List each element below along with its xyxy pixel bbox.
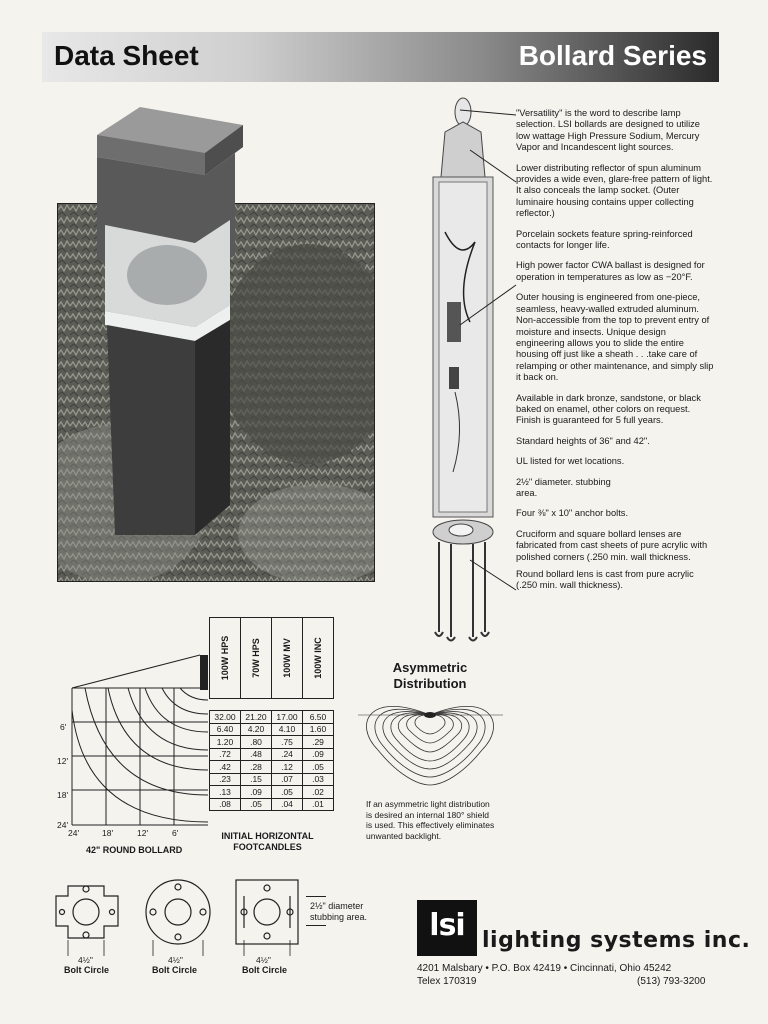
- stub-note: 2½" diameter stubbing area.: [310, 901, 368, 922]
- table-row: 6.40 4.20 4.10 1.60: [210, 723, 334, 736]
- y-axis-label: 24': [57, 820, 69, 830]
- feature-text: High power factor CWA ballast is designed for operation in temperatures as low as −20°F.: [516, 260, 705, 282]
- feature-text: Cruciform and square bollard lenses are fabricated from cast sheets of pure acrylic with polished corners (.250 min. wall thickness.: [516, 528, 708, 562]
- column-header: 100W MV: [282, 638, 292, 678]
- y-axis-label: 12': [57, 756, 69, 766]
- feature-text: UL listed for wet locations.: [516, 456, 625, 467]
- feature-text: Available in dark bronze, sandstone, or black baked on enamel, other colors on request. Finish is guaranteed for 5 full years.: [516, 392, 701, 426]
- feature-text: 2½" diameter. stubbing area.: [516, 476, 611, 498]
- asymmetric-diagram: [358, 695, 503, 790]
- company-telex: Telex 170319: [417, 976, 477, 987]
- base-plates: [50, 876, 310, 956]
- table-row: .13 .09 .05 .02: [210, 786, 334, 799]
- bolt-circle-dim: 4½": [78, 955, 93, 965]
- table-row: .72 .48 .24 .09: [210, 748, 334, 761]
- asymmetric-note: If an asymmetric light distribution is desired an internal 180° shield is used. This effectively eliminates unwanted backlight.: [366, 799, 495, 841]
- feature-text: Outer housing is engineered from one-piece, seamless, heavy-walled extruded aluminum. Non-accessible from the top to prevent entry of moisture and insects. Unique design engineering allows you to slide the entire housing off just like a sheath . . .take care of relamping or other maintenance, and simply slip it back on.: [516, 292, 714, 383]
- x-axis-label: 12': [137, 828, 149, 838]
- column-header: 100W INC: [313, 637, 323, 679]
- table-row: .23 .15 .07 .03: [210, 773, 334, 786]
- table-caption: INITIAL HORIZONTAL FOOTCANDLES: [221, 831, 314, 852]
- column-header: 70W HPS: [251, 638, 261, 678]
- chart-caption: 42" ROUND BOLLARD: [86, 845, 183, 855]
- series-title: Bollard Series: [518, 40, 707, 71]
- company-phone: (513) 793-3200: [637, 976, 706, 987]
- x-axis-label: 18': [102, 828, 114, 838]
- feature-text: "Versatility" is the word to describe lamp selection. LSI bollards are designed to utilize low wattage High Pressure Sodium, Mercury Vapor and Incandescent light sources.: [516, 108, 700, 153]
- company-name: lighting systems inc.: [482, 928, 751, 953]
- asymmetric-title: Asymmetric Distribution: [392, 660, 468, 691]
- y-axis-label: 6': [60, 722, 67, 732]
- bolt-circle-label: Bolt Circle: [152, 965, 198, 975]
- bolt-circle-label: Bolt Circle: [242, 965, 288, 975]
- header-banner: [42, 32, 719, 82]
- bolt-circle-dim: 4½": [256, 955, 271, 965]
- distribution-grid: [50, 650, 210, 830]
- y-axis-label: 18': [57, 790, 69, 800]
- page-title: Data Sheet: [54, 40, 199, 71]
- callout-lines: [440, 100, 520, 600]
- bollard-image: [95, 105, 245, 540]
- feature-text: Round bollard lens is cast from pure acrylic (.250 min. wall thickness).: [516, 569, 694, 591]
- footcandle-table: [209, 617, 334, 811]
- column-header: 100W HPS: [220, 635, 230, 681]
- x-axis-label: 6': [172, 828, 179, 838]
- table-row: 1.20 .80 .75 .29: [210, 736, 334, 749]
- table-row: .08 .05 .04 .01: [210, 798, 334, 811]
- feature-descriptions: [516, 108, 716, 601]
- table-row: .42 .28 .12 .05: [210, 761, 334, 774]
- company-logo: lsi: [417, 900, 477, 956]
- feature-text: Standard heights of 36" and 42".: [516, 435, 650, 446]
- feature-text: Four ⅜" x 10" anchor bolts.: [516, 508, 629, 519]
- feature-text: Lower distributing reflector of spun aluminum provides a wide even, glare-free pattern of light. It also conceals the lamp socket. (Outer luminaire housing contains upper collecting reflector.): [516, 162, 713, 219]
- x-axis-label: 24': [68, 828, 80, 838]
- bolt-circle-label: Bolt Circle: [64, 965, 110, 975]
- feature-text: Porcelain sockets feature spring-reinforced contacts for longer life.: [516, 228, 693, 251]
- bolt-circle-dim: 4½": [168, 955, 183, 965]
- company-address: 4201 Malsbary • P.O. Box 42419 • Cincinnati, Ohio 45242: [417, 963, 672, 974]
- table-row: 32.00 21.20 17.00 6.50: [210, 711, 334, 724]
